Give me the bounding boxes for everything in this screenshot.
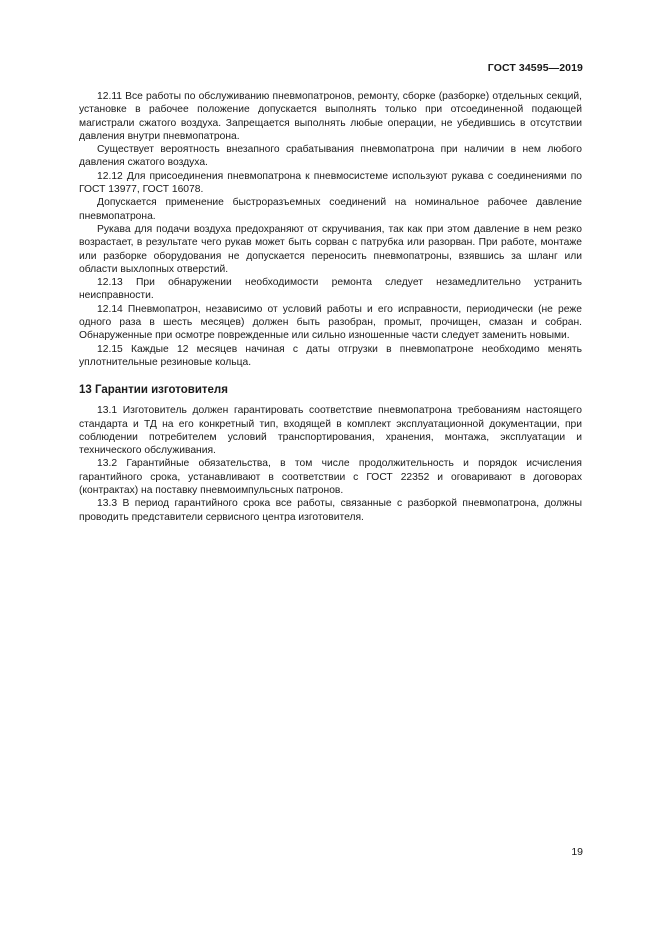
paragraph-12-13: 12.13 При обнаружении необходимости ремонта следует незамедлительно устранить неисправности. [79, 277, 582, 302]
paragraph-13-3: 13.3 В период гарантийного срока все работы, связанные с разборкой пневмопатрона, должны проводить представители сервисного центра изготовителя. [79, 498, 582, 523]
page-content [79, 90, 582, 524]
paragraph-12-12-hoses: Рукава для подачи воздуха предохраняют от скручивания, так как при этом давление в нем резко возрастает, в результате чего рукав может быть сорван с патрубка или разорван. При работе, монтаже или разборке оборудования не допускается переносить пневмопатроны, взявшись за шланг или области выхлопных отверстий. [79, 223, 582, 275]
paragraph-12-12: 12.12 Для присоединения пневмопатрона к пневмосистеме используют рукава с соединениями по ГОСТ 13977, ГОСТ 16078. [79, 170, 582, 196]
paragraph-12-11-note: Существует вероятность внезапного срабатывания пневмопатрона при наличии в нем любого давления сжатого воздуха. [79, 144, 582, 169]
paragraph-12-11: 12.11 Все работы по обслуживанию пневмопатронов, ремонту, сборке (разборке) отдельных секций, установке в рабочее положение допускается выполнять только при отсоединенной подающей магистрали сжатого воздуха. Запрещается выполнять любые операции, не убедившись в отсутствии давления внутри пневмопатрона. [79, 91, 582, 142]
paragraph-12-14: 12.14 Пневмопатрон, независимо от условий работы и его исправности, периодически (не реже одного раза в шесть месяцев) должен быть разобран, промыт, прочищен, смазан и собран. Обнаруженные при осмотре поврежденные или сильно изношенные части следует заменить новыми. [79, 303, 582, 342]
paragraph-13-1: 13.1 Изготовитель должен гарантировать соответствие пневмопатрона требованиям настоящего стандарта и ТД на его конкретный тип, входящей в комплект эксплуатационной документации, при соблюдении потребителем условий транспортирования, хранения, монтажа, эксплуатации и технического обслуживания. [79, 405, 582, 457]
paragraph-13-2: 13.2 Гарантийные обязательства, в том числе продолжительность и порядок исчисления гарантийного срока, устанавливают в соответствии с ГОСТ 22352 и оговаривают в договорах (контрактах) на поставку пневмоимпульсных патронов. [79, 458, 582, 497]
paragraph-12-15: 12.15 Каждые 12 месяцев начиная с даты отгрузки в пневмопатроне необходимо менять уплотнительные резиновые кольца. [79, 343, 582, 368]
page-number: 19 [571, 846, 583, 858]
section-13-heading: 13 Гарантии изготовителя [79, 384, 228, 397]
paragraph-12-12-quick-connect: Допускается применение быстроразъемных соединений на номинальное рабочее давление пневмопатрона. [79, 197, 582, 222]
document-code: ГОСТ 34595—2019 [487, 62, 583, 74]
